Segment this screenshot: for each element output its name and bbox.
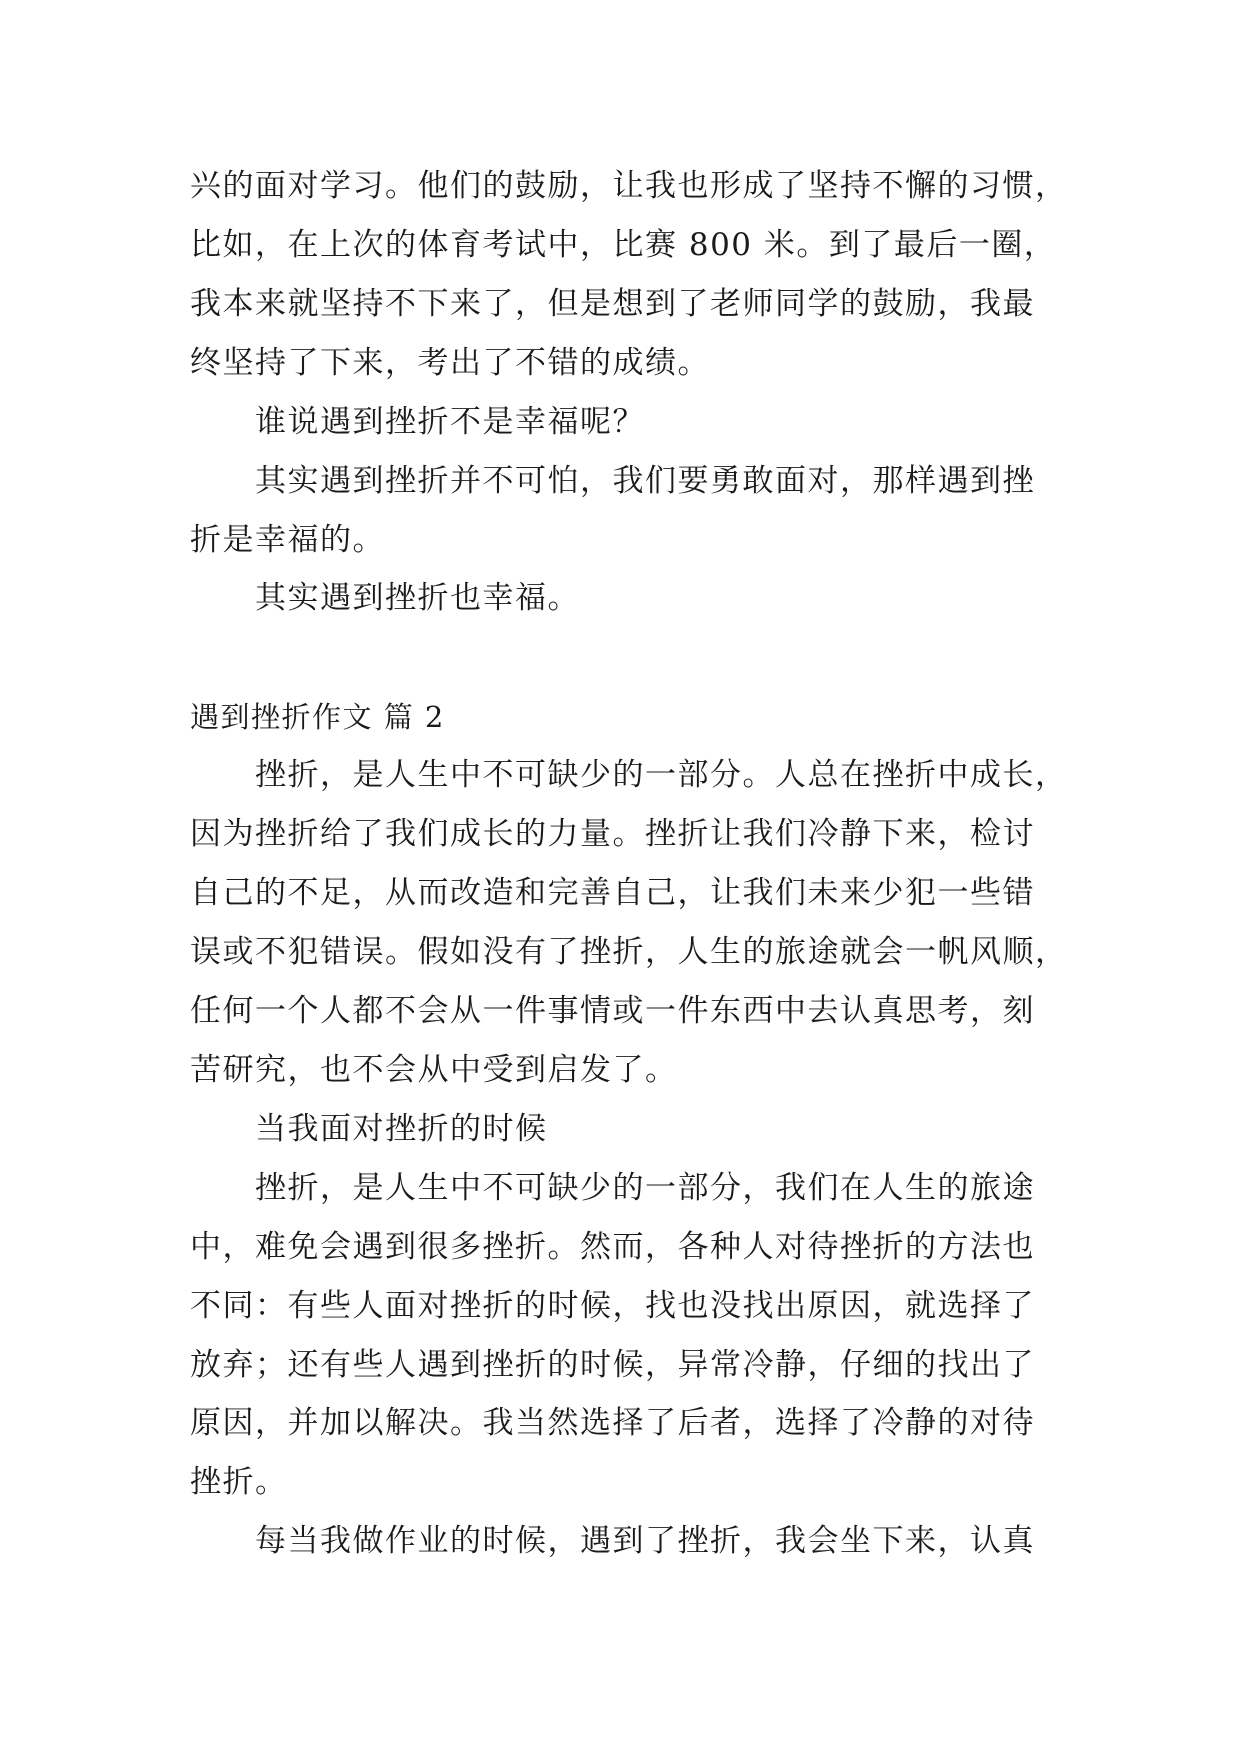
- paragraph-line: 我本来就坚持不下来了，但是想到了老师同学的鼓励，我最: [190, 286, 1035, 322]
- paragraph-line: 兴的面对学习。他们的鼓励，让我也形成了坚持不懈的习惯，: [190, 168, 1068, 204]
- section-heading: 遇到挫折作文 篇 2: [190, 700, 445, 734]
- paragraph-line: 折是幸福的。: [190, 522, 385, 558]
- paragraph-line: 误或不犯错误。假如没有了挫折，人生的旅途就会一帆风顺，: [190, 934, 1068, 970]
- paragraph-line: 挫折，是人生中不可缺少的一部分。人总在挫折中成长，: [255, 757, 1068, 793]
- paragraph-line: 其实遇到挫折也幸福。: [255, 580, 580, 616]
- paragraph-line: 比如，在上次的体育考试中，比赛 800 米。到了最后一圈，: [190, 227, 1057, 263]
- paragraph-line: 挫折，是人生中不可缺少的一部分，我们在人生的旅途: [255, 1170, 1035, 1206]
- paragraph-line: 自己的不足，从而改造和完善自己，让我们未来少犯一些错: [190, 875, 1035, 911]
- paragraph-line: 放弃；还有些人遇到挫折的时候，异常冷静，仔细的找出了: [190, 1347, 1035, 1383]
- paragraph-line: 谁说遇到挫折不是幸福呢？: [255, 404, 645, 440]
- paragraph-line: 中，难免会遇到很多挫折。然而，各种人对待挫折的方法也: [190, 1229, 1035, 1265]
- paragraph-line: 其实遇到挫折并不可怕，我们要勇敢面对，那样遇到挫: [255, 463, 1035, 499]
- paragraph-line: 任何一个人都不会从一件事情或一件东西中去认真思考，刻: [190, 993, 1035, 1029]
- paragraph-line: 苦研究，也不会从中受到启发了。: [190, 1052, 678, 1088]
- paragraph-line: 因为挫折给了我们成长的力量。挫折让我们冷静下来，检讨: [190, 816, 1035, 852]
- paragraph-line: 每当我做作业的时候，遇到了挫折，我会坐下来，认真: [255, 1523, 1035, 1559]
- paragraph-line: 不同：有些人面对挫折的时候，找也没找出原因，就选择了: [190, 1288, 1035, 1324]
- paragraph-line: 原因，并加以解决。我当然选择了后者，选择了冷静的对待: [190, 1405, 1035, 1441]
- section-subtitle: 当我面对挫折的时候: [255, 1111, 548, 1147]
- paragraph-line: 终坚持了下来，考出了不错的成绩。: [190, 345, 710, 381]
- paragraph-line: 挫折。: [190, 1464, 288, 1500]
